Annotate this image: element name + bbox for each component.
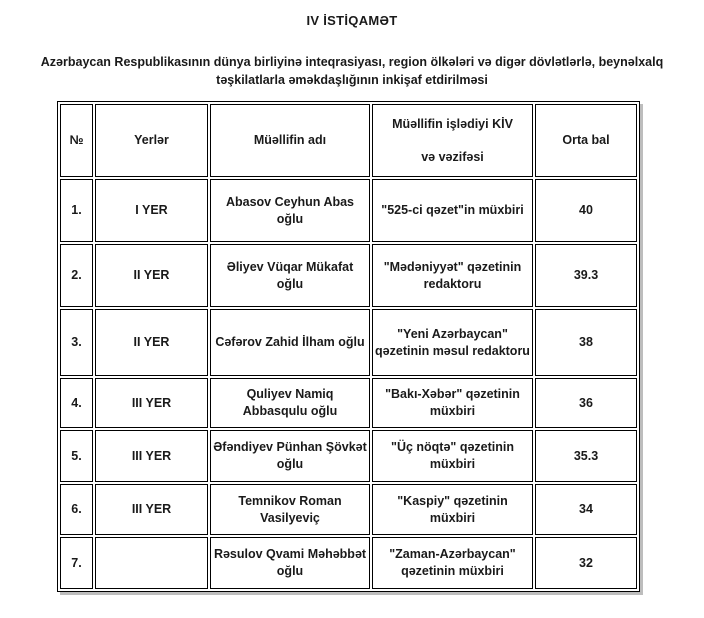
header-media-line-2: və vəzifəsi [421, 149, 484, 164]
cell-number: 3. [60, 309, 93, 376]
header-media [372, 104, 533, 177]
cell-place: II YER [95, 244, 208, 307]
table-row [60, 244, 637, 307]
document-heading: IV İSTİQAMƏT [306, 13, 398, 28]
results-table-frame [57, 101, 640, 592]
subtitle-line-2: təşkilatlarla əməkdaşlığının inkişaf etdirilməsi [216, 73, 488, 87]
cell-score: 35.3 [535, 430, 637, 482]
document-subtitle [20, 53, 684, 89]
cell-score: 39.3 [535, 244, 637, 307]
table-row [60, 537, 637, 589]
cell-number: 1. [60, 179, 93, 242]
cell-place [95, 537, 208, 589]
table-row [60, 309, 637, 376]
cell-score: 36 [535, 378, 637, 428]
header-number: № [60, 104, 93, 177]
table-row [60, 484, 637, 535]
cell-number: 4. [60, 378, 93, 428]
header-score: Orta bal [535, 104, 637, 177]
cell-number: 6. [60, 484, 93, 535]
cell-media: "Bakı-Xəbər" qəzetinin müxbiri [372, 378, 533, 428]
cell-place: III YER [95, 378, 208, 428]
cell-score: 34 [535, 484, 637, 535]
header-place: Yerlər [95, 104, 208, 177]
cell-media: "Mədəniyyət" qəzetinin redaktoru [372, 244, 533, 307]
cell-number: 7. [60, 537, 93, 589]
table-row [60, 179, 637, 242]
cell-media: "Üç nöqtə" qəzetinin müxbiri [372, 430, 533, 482]
results-table [58, 102, 639, 591]
cell-score: 32 [535, 537, 637, 589]
cell-author: Cəfərov Zahid İlham oğlu [210, 309, 370, 376]
header-author: Müəllifin adı [210, 104, 370, 177]
cell-media: "Yeni Azərbaycan" qəzetinin məsul redaktoru [372, 309, 533, 376]
cell-place: III YER [95, 484, 208, 535]
table-row [60, 378, 637, 428]
cell-author: Əliyev Vüqar Mükafat oğlu [210, 244, 370, 307]
cell-place: III YER [95, 430, 208, 482]
cell-number: 2. [60, 244, 93, 307]
cell-author: Rəsulov Qvami Məhəbbət oğlu [210, 537, 370, 589]
cell-score: 38 [535, 309, 637, 376]
cell-author: Əfəndiyev Pünhan Şövkət oğlu [210, 430, 370, 482]
cell-score: 40 [535, 179, 637, 242]
cell-place: II YER [95, 309, 208, 376]
cell-media: "Kaspiy" qəzetinin müxbiri [372, 484, 533, 535]
header-media-line-1: Müəllifin işlədiyi KİV [392, 116, 513, 131]
table-header-row [60, 104, 637, 177]
cell-author: Temnikov Roman Vasilyeviç [210, 484, 370, 535]
cell-media: "Zaman-Azərbaycan" qəzetinin müxbiri [372, 537, 533, 589]
cell-number: 5. [60, 430, 93, 482]
cell-author: Abasov Ceyhun Abas oğlu [210, 179, 370, 242]
subtitle-line-1: Azərbaycan Respublikasının dünya birliyinə inteqrasiyası, region ölkələri və digər dövlətlərlə, beynəlxalq [40, 55, 664, 69]
table-row [60, 430, 637, 482]
cell-place: I YER [95, 179, 208, 242]
cell-media: "525-ci qəzet"in müxbiri [372, 179, 533, 242]
cell-author: Quliyev Namiq Abbasqulu oğlu [210, 378, 370, 428]
